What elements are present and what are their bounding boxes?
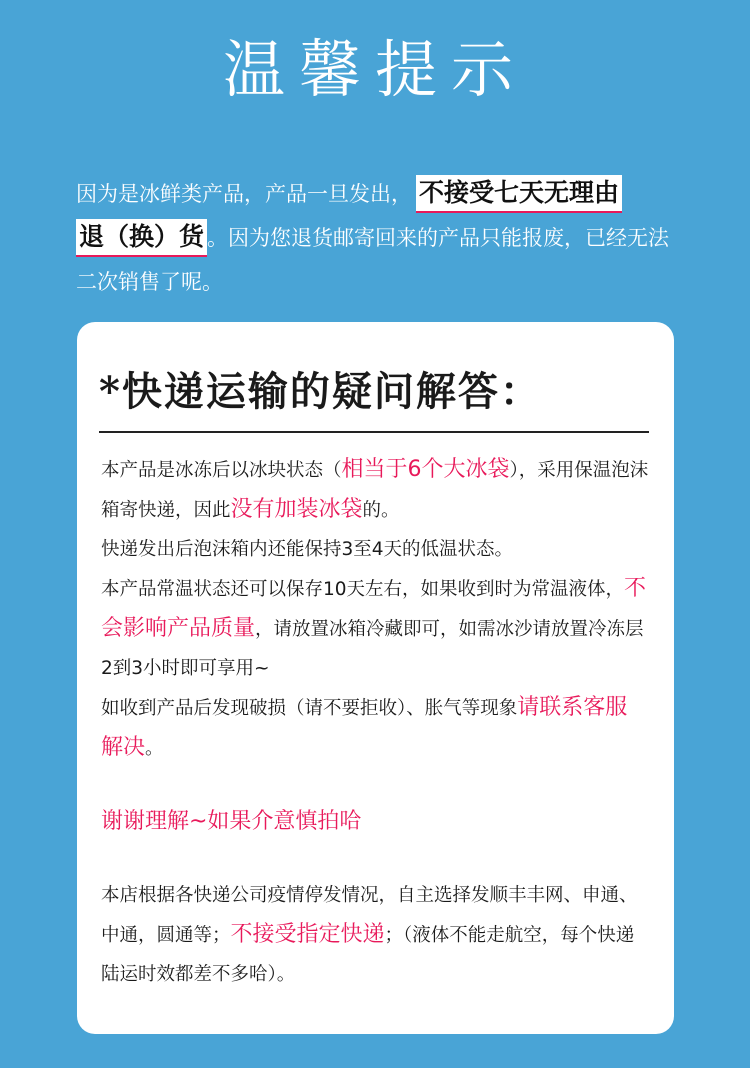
text: 本产品是冰冻后以冰块状态（: [101, 460, 342, 481]
text: 本产品常温状态还可以保存10天左右，如果收到时为常温液体，: [101, 579, 625, 600]
notice-text: [76, 172, 686, 304]
text: ；（液体不能走航空，每个快递陆运时效都差不多哈）。: [101, 925, 635, 985]
text: 如收到产品后发现破损（请不要拒收）、胀气等现象: [101, 698, 518, 719]
text: 的。: [362, 500, 400, 521]
faq-card: [77, 322, 674, 1034]
notice-part2: 。因为您退货邮寄回来的产品只能报废，已经无法二次销售了呢。: [76, 226, 670, 294]
notice-highlight-exchange: 退（换）货: [76, 219, 207, 257]
highlight-ice-bags: 相当于6个大冰袋: [341, 457, 510, 482]
highlight-no-designated-courier: 不接受指定快递: [230, 922, 385, 947]
notice-part1: 因为是冰鲜类产品，产品一旦发出，: [76, 182, 412, 206]
faq-paragraph-courier: [101, 876, 649, 994]
page-title: 温馨提示: [222, 33, 527, 106]
notice-highlight-no-return: 不接受七天无理由: [416, 175, 622, 213]
faq-heading: *快递运输的疑问解答：: [99, 368, 542, 415]
text: 本店根据各快递公司疫情停发情况，自主选择发顺丰丰网、申通、中通，圆通等；: [101, 885, 638, 946]
faq-paragraph-damage: [101, 688, 649, 768]
thanks-text: 谢谢理解~如果介意慎拍哈: [101, 809, 362, 834]
highlight-contact-service: 请联系客服解决: [101, 695, 628, 760]
highlight-quality: 不会影响产品质量: [101, 576, 647, 641]
highlight-no-ice-bags: 没有加装冰袋: [230, 497, 363, 522]
heading-divider: [99, 431, 649, 433]
text: 。: [145, 738, 164, 759]
faq-paragraph-cold: 快递发出后泡沫箱内还能保持3至4天的低温状态。: [101, 539, 514, 560]
spacer: [101, 842, 649, 876]
faq-paragraph-storage: [101, 569, 649, 688]
text: ，请放置冰箱冷藏即可，如需冰沙请放置冷冻层2到3小时即可享用~: [101, 619, 644, 679]
faq-body: [101, 450, 649, 994]
text: ），采用保温泡沫箱寄快递，因此: [101, 460, 649, 521]
faq-paragraph-ice: [101, 450, 649, 530]
